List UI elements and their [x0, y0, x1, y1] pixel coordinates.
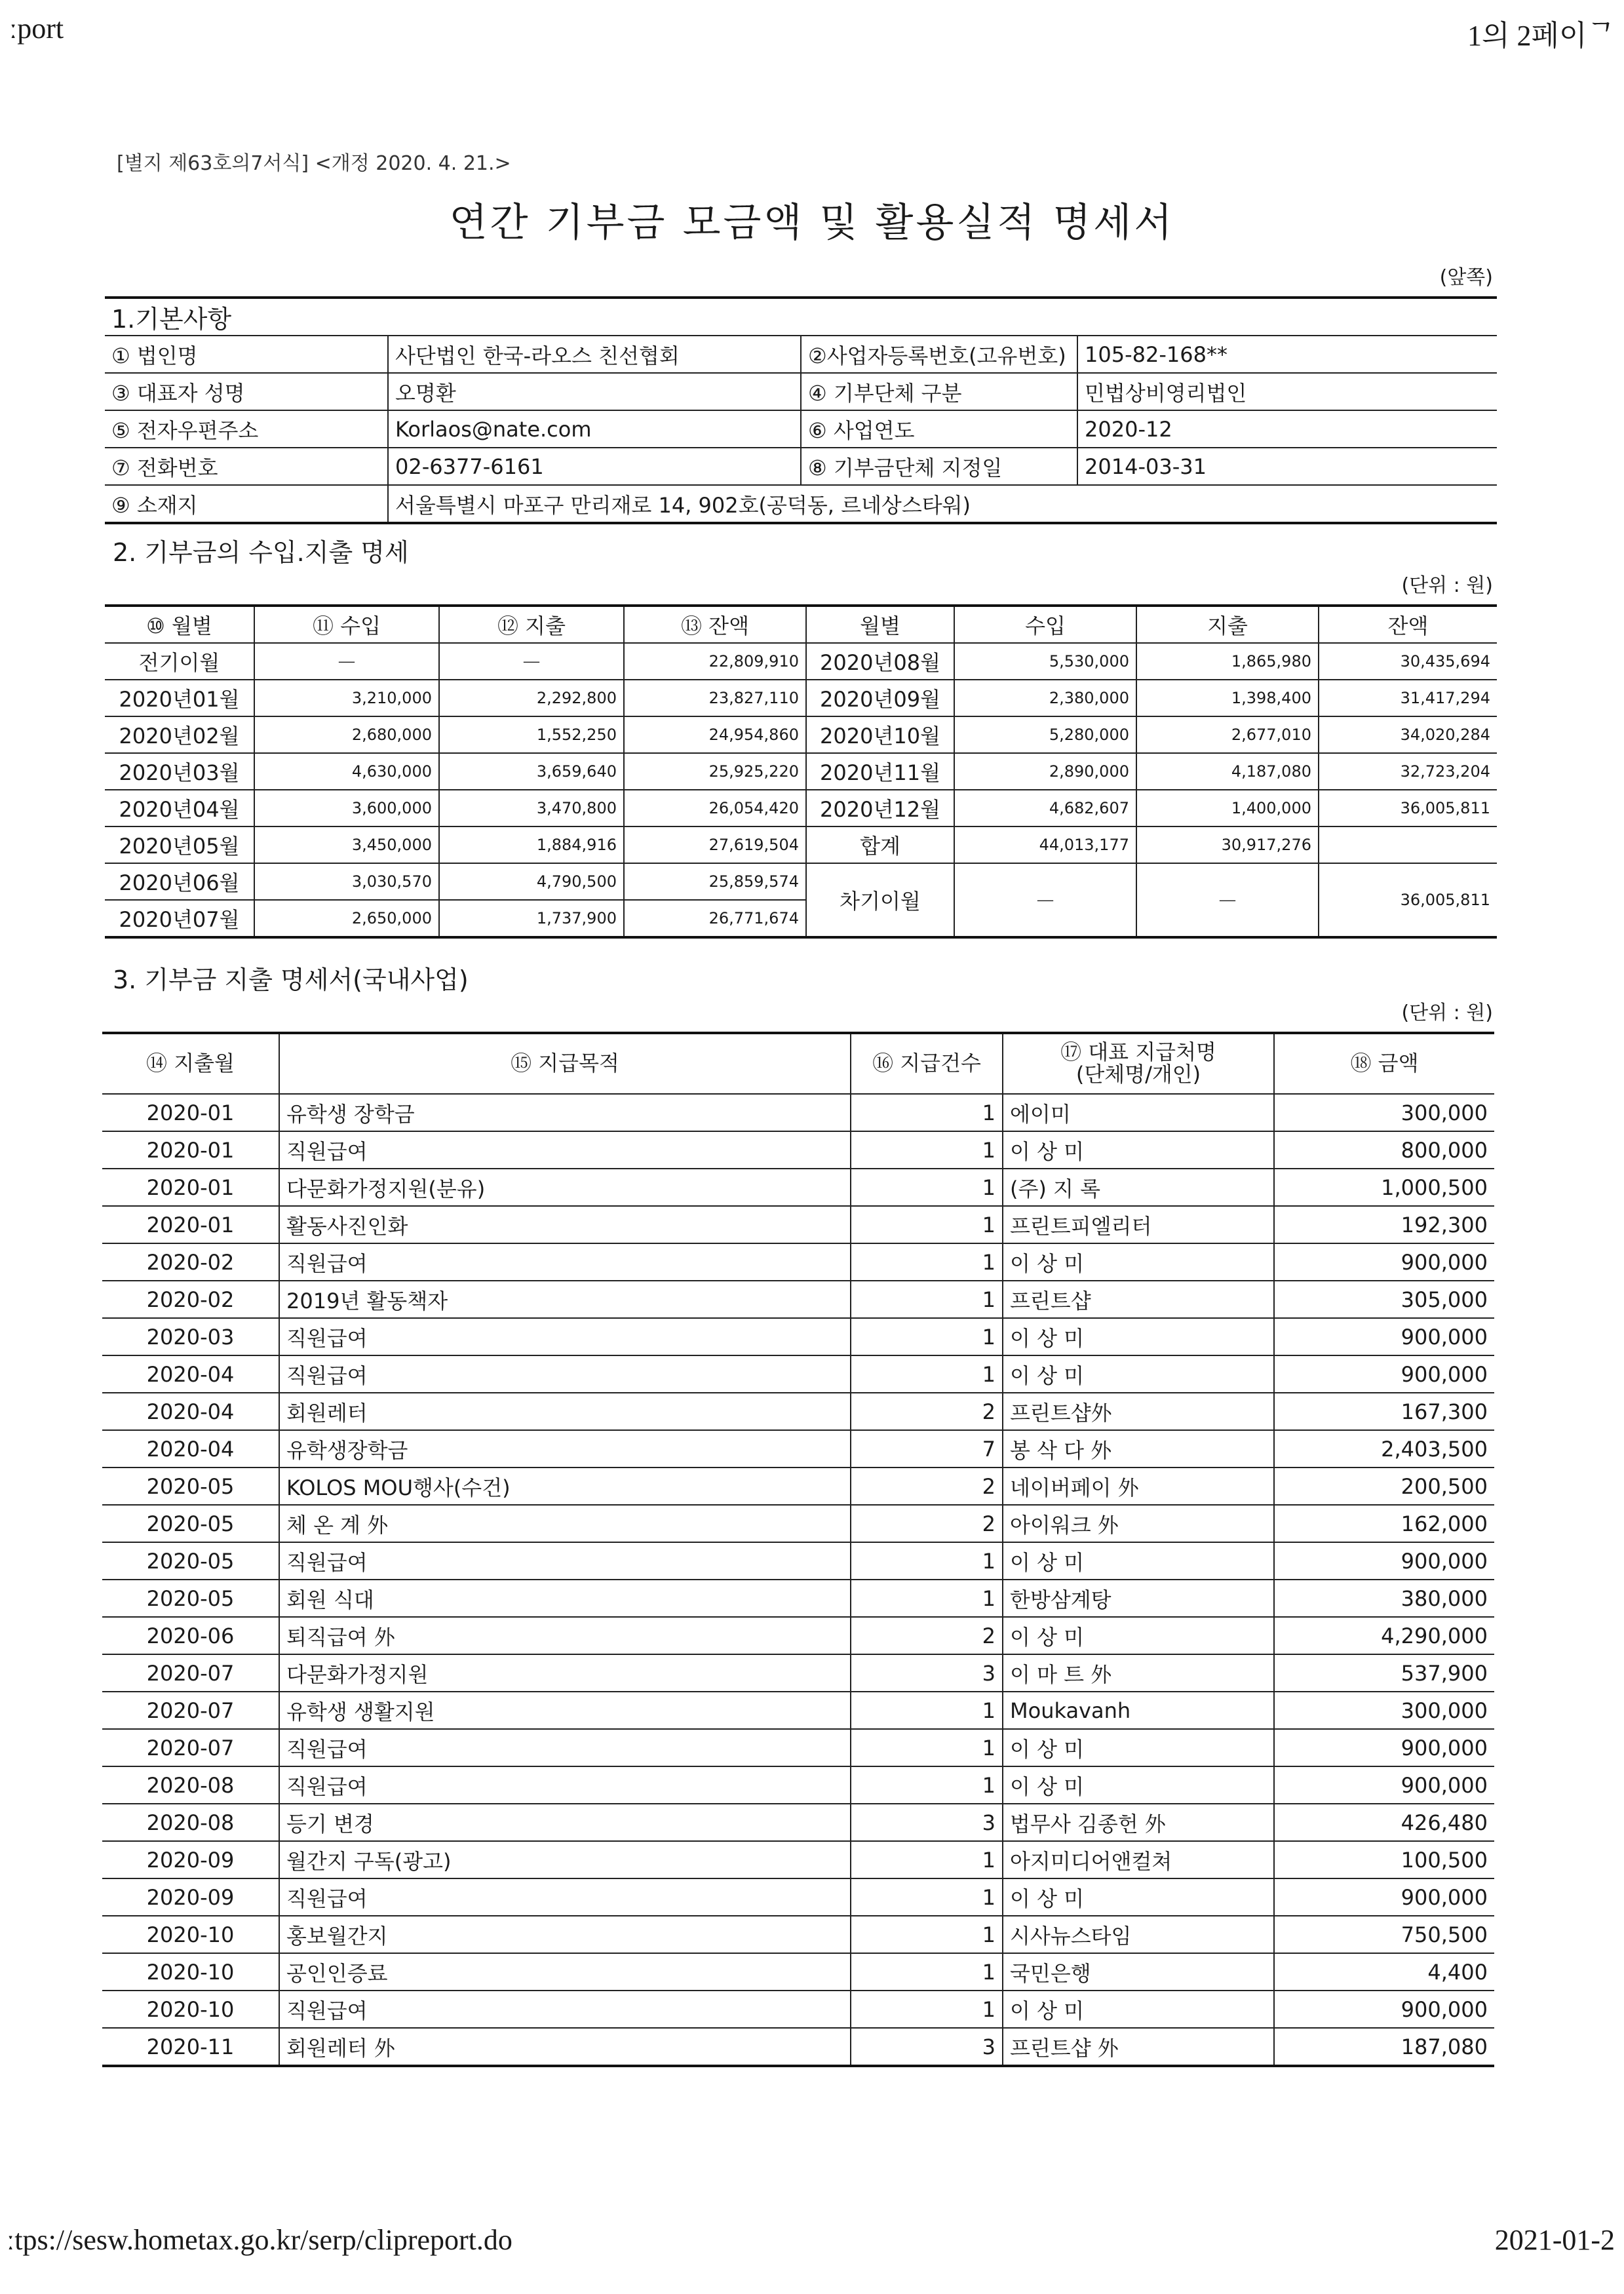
basic-info-row [105, 373, 1497, 410]
field-value: 사단법인 한국-라오스 친선협회 [388, 336, 801, 373]
field-label: ① 법인명 [105, 336, 388, 373]
expense-count: 1 [851, 1729, 1003, 1766]
expense-cell: － [439, 643, 624, 680]
expense-count: 1 [851, 1355, 1003, 1393]
expense-purpose: 직원급여 [279, 1131, 851, 1169]
expense-payee: 봉 삭 다 外 [1003, 1430, 1274, 1468]
expense-payee: 이 상 미 [1003, 1766, 1274, 1804]
header-payee-line2: (단체명/개인) [1075, 1062, 1201, 1087]
income-cell: 2,650,000 [254, 900, 439, 937]
income-cell: 3,210,000 [254, 680, 439, 716]
expense-payee: 아지미디어앤컬쳐 [1003, 1841, 1274, 1878]
table-row [102, 1094, 1494, 1131]
income-expense-row [105, 716, 1497, 753]
table-row [102, 1916, 1494, 1953]
expense-payee: 이 상 미 [1003, 1355, 1274, 1393]
balance-cell: 24,954,860 [624, 716, 806, 753]
table-row [102, 1355, 1494, 1393]
expense-month: 2020-07 [102, 1729, 279, 1766]
expense-month: 2020-02 [102, 1281, 279, 1318]
expense-count: 2 [851, 1617, 1003, 1654]
expense-purpose: 직원급여 [279, 1318, 851, 1355]
income-cell: 2,680,000 [254, 716, 439, 753]
expense-month: 2020-01 [102, 1206, 279, 1243]
income-cell: 3,030,570 [254, 863, 439, 900]
expense-count: 2 [851, 1505, 1003, 1542]
expense-payee: 국민은행 [1003, 1953, 1274, 1991]
balance-cell: 25,925,220 [624, 753, 806, 790]
expense-amount: 900,000 [1274, 1243, 1494, 1281]
column-header: ⑫ 지출 [439, 606, 624, 643]
expense-month: 2020-03 [102, 1318, 279, 1355]
side-label: (앞쪽) [1439, 266, 1493, 289]
field-value: 2014-03-31 [1077, 448, 1497, 485]
expense-count: 2 [851, 1393, 1003, 1430]
column-header: 지출 [1136, 606, 1319, 643]
expense-amount: 300,000 [1274, 1692, 1494, 1729]
expense-month: 2020-01 [102, 1131, 279, 1169]
page-url: ːtps://sesw.hometax.go.kr/serp/clipreport.do [7, 2224, 512, 2256]
balance-cell: 26,771,674 [624, 900, 806, 937]
expense-amount: 2,403,500 [1274, 1430, 1494, 1468]
field-label: ⑦ 전화번호 [105, 448, 388, 485]
expense-count: 1 [851, 1580, 1003, 1617]
expense-month: 2020-11 [102, 2028, 279, 2066]
expense-purpose: 공인인증료 [279, 1953, 851, 1991]
address-value: 서울특별시 마포구 만리재로 14, 902호(공덕동, 르네상스타워) [388, 485, 1497, 523]
expense-count: 1 [851, 1841, 1003, 1878]
table-row [102, 1729, 1494, 1766]
expense-payee: 이 상 미 [1003, 1617, 1274, 1654]
income-expense-row [105, 643, 1497, 680]
expense-amount: 305,000 [1274, 1281, 1494, 1318]
expense-amount: 900,000 [1274, 1318, 1494, 1355]
table-row [102, 1281, 1494, 1318]
income-expense-row [105, 826, 1497, 863]
expense-month: 2020-08 [102, 1766, 279, 1804]
expense-count: 1 [851, 1953, 1003, 1991]
expense-payee: 아이워크 外 [1003, 1505, 1274, 1542]
expense-month: 2020-05 [102, 1468, 279, 1505]
column-header: 잔액 [1319, 606, 1497, 643]
expense-payee: 이 상 미 [1003, 1542, 1274, 1580]
expense-amount: 900,000 [1274, 1878, 1494, 1916]
table-row [102, 1243, 1494, 1281]
expense-purpose: 회원 식대 [279, 1580, 851, 1617]
expense-amount: 900,000 [1274, 1991, 1494, 2028]
header-payee-line1: ⑰ 대표 지급처명 [1060, 1040, 1216, 1065]
header-purpose: ⑮ 지급목적 [279, 1033, 851, 1094]
expense-payee: 이 상 미 [1003, 1729, 1274, 1766]
expense-payee: Moukavanh [1003, 1692, 1274, 1729]
expense-month: 2020-10 [102, 1916, 279, 1953]
expense-purpose: 등기 변경 [279, 1804, 851, 1841]
table-row [102, 1804, 1494, 1841]
expense-count: 1 [851, 1692, 1003, 1729]
expense-amount: 4,400 [1274, 1953, 1494, 1991]
balance-cell [1319, 826, 1497, 863]
expense-purpose: 월간지 구독(광고) [279, 1841, 851, 1878]
expense-month: 2020-02 [102, 1243, 279, 1281]
expense-amount: 200,500 [1274, 1468, 1494, 1505]
expense-count: 1 [851, 1878, 1003, 1916]
table-row [102, 1430, 1494, 1468]
expense-amount: 800,000 [1274, 1131, 1494, 1169]
income-expense-row [105, 680, 1497, 716]
section-3-unit: (단위 : 원) [1401, 1001, 1493, 1024]
expense-purpose: 다문화가정지원 [279, 1654, 851, 1692]
income-cell: 2,890,000 [954, 753, 1136, 790]
field-label: ⑥ 사업연도 [801, 410, 1077, 448]
expense-payee: 이 마 트 外 [1003, 1654, 1274, 1692]
field-label: ③ 대표자 성명 [105, 373, 388, 410]
expense-count: 7 [851, 1430, 1003, 1468]
field-value: 오명환 [388, 373, 801, 410]
carry-forward-label: 차기이월 [806, 863, 954, 937]
balance-cell: 22,809,910 [624, 643, 806, 680]
month-cell: 2020년01월 [105, 680, 254, 716]
column-header: 월별 [806, 606, 954, 643]
expense-cell: 4,790,500 [439, 863, 624, 900]
basic-info-row [105, 336, 1497, 373]
month-cell: 2020년02월 [105, 716, 254, 753]
balance-cell: 30,435,694 [1319, 643, 1497, 680]
expense-purpose: 홍보월간지 [279, 1916, 851, 1953]
expense-purpose: 직원급여 [279, 1355, 851, 1393]
expense-month: 2020-05 [102, 1505, 279, 1542]
browser-header-left: ːport [9, 12, 64, 45]
expense-month: 2020-01 [102, 1094, 279, 1131]
expense-amount: 300,000 [1274, 1094, 1494, 1131]
expense-amount: 4,290,000 [1274, 1617, 1494, 1654]
expense-payee: 프린트피엘리터 [1003, 1206, 1274, 1243]
expense-count: 1 [851, 1243, 1003, 1281]
table-row [102, 1580, 1494, 1617]
income-cell: 4,682,607 [954, 790, 1136, 826]
expense-count: 2 [851, 1468, 1003, 1505]
expense-purpose: 직원급여 [279, 1991, 851, 2028]
expense-amount: 1,000,500 [1274, 1169, 1494, 1206]
expense-purpose: 직원급여 [279, 1243, 851, 1281]
field-value: 2020-12 [1077, 410, 1497, 448]
income-cell: 4,630,000 [254, 753, 439, 790]
section-2-title: 2. 기부금의 수입.지출 명세 [113, 538, 409, 567]
balance-cell: 32,723,204 [1319, 753, 1497, 790]
table-row [102, 1991, 1494, 2028]
page-title: 연간 기부금 모금액 및 활용실적 명세서 [449, 200, 1175, 246]
income-cell: 3,450,000 [254, 826, 439, 863]
expense-purpose: 다문화가정지원(분유) [279, 1169, 851, 1206]
income-cell: 3,600,000 [254, 790, 439, 826]
month-cell: 2020년07월 [105, 900, 254, 937]
expense-cell: 3,470,800 [439, 790, 624, 826]
month-cell: 2020년04월 [105, 790, 254, 826]
expense-payee: 네이버페이 外 [1003, 1468, 1274, 1505]
field-label: ⑧ 기부금단체 지정일 [801, 448, 1077, 485]
month-cell: 2020년08월 [806, 643, 954, 680]
table-row [102, 1393, 1494, 1430]
section-2-unit: (단위 : 원) [1401, 574, 1493, 597]
expense-purpose: 2019년 활동책자 [279, 1281, 851, 1318]
expense-amount: 900,000 [1274, 1542, 1494, 1580]
address-label: ⑨ 소재지 [105, 485, 388, 523]
expense-cell: 3,659,640 [439, 753, 624, 790]
expense-month: 2020-04 [102, 1430, 279, 1468]
section-1-title: 1.기본사항 [105, 298, 1497, 336]
table-row [102, 1654, 1494, 1692]
expense-purpose: 유학생 장학금 [279, 1094, 851, 1131]
table-row [102, 1766, 1494, 1804]
expense-payee: 시사뉴스타임 [1003, 1916, 1274, 1953]
carry-forward-income: － [954, 863, 1136, 937]
basic-info-row [105, 410, 1497, 448]
expense-month: 2020-09 [102, 1878, 279, 1916]
expense-payee: 이 상 미 [1003, 1991, 1274, 2028]
table-row [102, 1953, 1494, 1991]
expense-amount: 900,000 [1274, 1766, 1494, 1804]
expense-purpose: 회원레터 外 [279, 2028, 851, 2066]
table-row [102, 1542, 1494, 1580]
income-cell: 44,013,177 [954, 826, 1136, 863]
expense-cell: 2,292,800 [439, 680, 624, 716]
expense-amount: 100,500 [1274, 1841, 1494, 1878]
header-month: ⑭ 지출월 [102, 1033, 279, 1094]
expense-purpose: 퇴직급여 外 [279, 1617, 851, 1654]
expense-month: 2020-10 [102, 1991, 279, 2028]
expense-payee: (주) 지 록 [1003, 1169, 1274, 1206]
income-expense-row [105, 753, 1497, 790]
expense-amount: 380,000 [1274, 1580, 1494, 1617]
field-label: ⑤ 전자우편주소 [105, 410, 388, 448]
expense-purpose: 직원급여 [279, 1542, 851, 1580]
expense-month: 2020-05 [102, 1580, 279, 1617]
expense-amount: 192,300 [1274, 1206, 1494, 1243]
expense-amount: 167,300 [1274, 1393, 1494, 1430]
expense-purpose: 직원급여 [279, 1729, 851, 1766]
income-cell: 2,380,000 [954, 680, 1136, 716]
page-counter: 1의 2페이ᄀ [1467, 20, 1615, 52]
table-row [102, 1878, 1494, 1916]
expense-purpose: 체 온 계 外 [279, 1505, 851, 1542]
expense-payee: 에이미 [1003, 1094, 1274, 1131]
expense-purpose: 직원급여 [279, 1766, 851, 1804]
balance-cell: 27,619,504 [624, 826, 806, 863]
expense-cell: 1,884,916 [439, 826, 624, 863]
expense-cell: 1,400,000 [1136, 790, 1319, 826]
expense-amount: 750,500 [1274, 1916, 1494, 1953]
expense-amount: 537,900 [1274, 1654, 1494, 1692]
balance-cell: 23,827,110 [624, 680, 806, 716]
column-header: ⑪ 수입 [254, 606, 439, 643]
basic-info-table [105, 296, 1497, 524]
expense-month: 2020-07 [102, 1692, 279, 1729]
expense-month: 2020-09 [102, 1841, 279, 1878]
expense-payee: 이 상 미 [1003, 1131, 1274, 1169]
expense-amount: 162,000 [1274, 1505, 1494, 1542]
header-count: ⑯ 지급건수 [851, 1033, 1003, 1094]
expense-purpose: 유학생 생활지원 [279, 1692, 851, 1729]
field-value: 민법상비영리법인 [1077, 373, 1497, 410]
table-row [102, 1617, 1494, 1654]
field-label: ②사업자등록번호(고유번호) [801, 336, 1077, 373]
header-amount: ⑱ 금액 [1274, 1033, 1494, 1094]
column-header: 수입 [954, 606, 1136, 643]
expense-payee: 법무사 김종헌 外 [1003, 1804, 1274, 1841]
expense-count: 1 [851, 1094, 1003, 1131]
expense-month: 2020-01 [102, 1169, 279, 1206]
field-label: ④ 기부단체 구분 [801, 373, 1077, 410]
expense-month: 2020-10 [102, 1953, 279, 1991]
month-cell: 2020년06월 [105, 863, 254, 900]
expense-month: 2020-04 [102, 1355, 279, 1393]
expense-purpose: KOLOS MOU행사(수건) [279, 1468, 851, 1505]
balance-cell: 26,054,420 [624, 790, 806, 826]
income-cell: 5,280,000 [954, 716, 1136, 753]
expense-cell: 1,552,250 [439, 716, 624, 753]
basic-info-row [105, 448, 1497, 485]
income-cell: 5,530,000 [954, 643, 1136, 680]
expense-count: 1 [851, 1206, 1003, 1243]
expense-purpose: 직원급여 [279, 1878, 851, 1916]
table-row [102, 1206, 1494, 1243]
expense-cell: 1,398,400 [1136, 680, 1319, 716]
expense-purpose: 회원레터 [279, 1393, 851, 1430]
field-value: 02-6377-6161 [388, 448, 801, 485]
expense-amount: 900,000 [1274, 1355, 1494, 1393]
expense-cell: 4,187,080 [1136, 753, 1319, 790]
expense-count: 3 [851, 1804, 1003, 1841]
expenditure-table [102, 1032, 1494, 2067]
table-row [102, 1169, 1494, 1206]
expense-cell: 1,865,980 [1136, 643, 1319, 680]
expense-purpose: 유학생장학금 [279, 1430, 851, 1468]
column-header: ⑩ 월별 [105, 606, 254, 643]
table-row [102, 1692, 1494, 1729]
expense-count: 1 [851, 1131, 1003, 1169]
expense-count: 3 [851, 2028, 1003, 2066]
expense-amount: 900,000 [1274, 1729, 1494, 1766]
month-cell: 2020년11월 [806, 753, 954, 790]
expense-payee: 프린트샵外 [1003, 1393, 1274, 1430]
income-expense-row [105, 790, 1497, 826]
carry-forward-expense: － [1136, 863, 1319, 937]
month-cell: 2020년12월 [806, 790, 954, 826]
expense-cell: 1,737,900 [439, 900, 624, 937]
balance-cell: 31,417,294 [1319, 680, 1497, 716]
income-expense-table [105, 604, 1497, 939]
expense-month: 2020-08 [102, 1804, 279, 1841]
field-value: Korlaos@nate.com [388, 410, 801, 448]
expense-count: 1 [851, 1991, 1003, 2028]
expense-month: 2020-07 [102, 1654, 279, 1692]
balance-cell: 34,020,284 [1319, 716, 1497, 753]
table-row [102, 2028, 1494, 2066]
section-3-title: 3. 기부금 지출 명세서(국내사업) [113, 965, 469, 994]
table-row [102, 1841, 1494, 1878]
expense-cell: 30,917,276 [1136, 826, 1319, 863]
expense-count: 1 [851, 1281, 1003, 1318]
month-cell: 2020년03월 [105, 753, 254, 790]
expense-count: 1 [851, 1542, 1003, 1580]
table-row [102, 1468, 1494, 1505]
column-header: ⑬ 잔액 [624, 606, 806, 643]
balance-cell: 36,005,811 [1319, 790, 1497, 826]
expense-payee: 이 상 미 [1003, 1243, 1274, 1281]
expense-month: 2020-06 [102, 1617, 279, 1654]
form-number: [별지 제63호의7서식] <개정 2020. 4. 21.> [117, 152, 511, 175]
income-cell: － [254, 643, 439, 680]
expense-cell: 2,677,010 [1136, 716, 1319, 753]
month-cell: 2020년10월 [806, 716, 954, 753]
month-cell: 전기이월 [105, 643, 254, 680]
expense-month: 2020-04 [102, 1393, 279, 1430]
balance-cell: 25,859,574 [624, 863, 806, 900]
expense-amount: 187,080 [1274, 2028, 1494, 2066]
field-value: 105-82-168** [1077, 336, 1497, 373]
print-date: 2021-01-2 [1494, 2224, 1615, 2256]
expense-payee: 이 상 미 [1003, 1318, 1274, 1355]
expense-payee: 프린트샵 外 [1003, 2028, 1274, 2066]
month-cell: 2020년05월 [105, 826, 254, 863]
expense-count: 1 [851, 1318, 1003, 1355]
month-cell: 합계 [806, 826, 954, 863]
table-row [102, 1131, 1494, 1169]
expense-count: 1 [851, 1916, 1003, 1953]
expense-payee: 이 상 미 [1003, 1878, 1274, 1916]
expense-count: 1 [851, 1766, 1003, 1804]
carry-forward-balance: 36,005,811 [1319, 863, 1497, 937]
expense-month: 2020-05 [102, 1542, 279, 1580]
expense-count: 1 [851, 1169, 1003, 1206]
header-payee [1003, 1033, 1274, 1094]
expense-amount: 426,480 [1274, 1804, 1494, 1841]
table-row [102, 1505, 1494, 1542]
expense-payee: 프린트샵 [1003, 1281, 1274, 1318]
expense-purpose: 활동사진인화 [279, 1206, 851, 1243]
expense-count: 3 [851, 1654, 1003, 1692]
expense-payee: 한방삼계탕 [1003, 1580, 1274, 1617]
table-row [102, 1318, 1494, 1355]
month-cell: 2020년09월 [806, 680, 954, 716]
